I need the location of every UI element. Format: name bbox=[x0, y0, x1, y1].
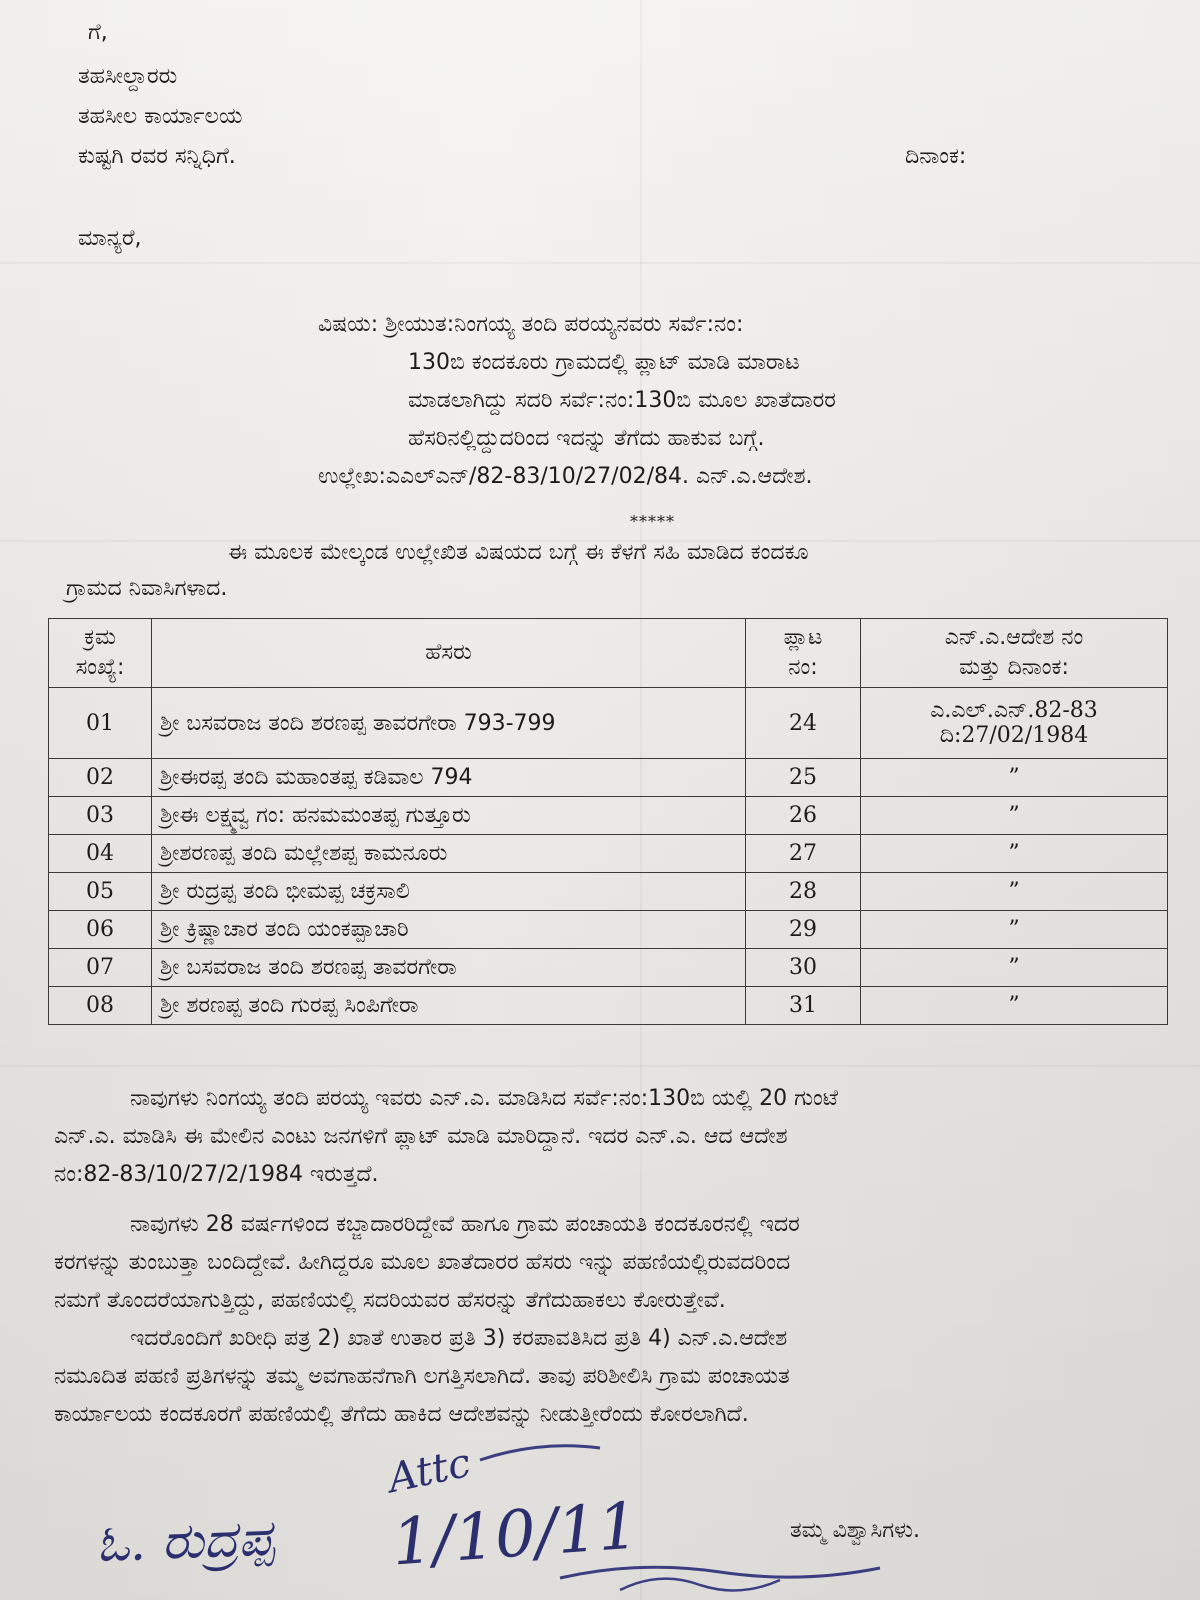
address-line-1: ತಹಸೀಲ್ದಾರರು bbox=[78, 64, 178, 89]
row-na: ” bbox=[861, 987, 1168, 1025]
address-line-2: ತಹಸೀಲ ಕಾರ್ಯಾಲಯ bbox=[78, 104, 243, 129]
row-na: ” bbox=[861, 759, 1168, 797]
closing: ತಮ್ಮ ವಿಶ್ವಾಸಿಗಳು. bbox=[790, 1518, 921, 1543]
row-sl: 04 bbox=[49, 835, 152, 873]
row-sl: 05 bbox=[49, 873, 152, 911]
row-sl: 06 bbox=[49, 911, 152, 949]
row-name: ಶ್ರೀ ಕ್ರಿಷ್ಣಾಚಾರ ತಂದಿ ಯಂಕಪ್ಪಾಚಾರಿ bbox=[152, 911, 746, 949]
body-p2-line-3: ನಮಗೆ ತೊಂದರೆಯಾಗುತ್ತಿದ್ದು, ಪಹಣಿಯಲ್ಲಿ ಸದರಿಯವರ ಹೆಸರನ್ನು ತೆಗೆದುಹಾಕಲು ಕೋರುತ್ತೇವೆ. bbox=[54, 1288, 726, 1313]
row-plot: 24 bbox=[746, 688, 861, 759]
row-na: ” bbox=[861, 835, 1168, 873]
row-na: ” bbox=[861, 873, 1168, 911]
date-label: ದಿನಾಂಕ: bbox=[905, 144, 967, 169]
row-sl: 01 bbox=[49, 688, 152, 759]
row-plot: 29 bbox=[746, 911, 861, 949]
address-to: ಗೆ, bbox=[88, 20, 108, 45]
body-p1-line-1: ನಾವುಗಳು ನಿಂಗಯ್ಯ ತಂದಿ ಪರಯ್ಯ ಇವರು ಎನ್.ಎ. ಮಾಡಿಸಿದ ಸರ್ವೆ:ನಂ:130ಬಿ ಯಲ್ಲಿ 20 ಗುಂಟೆ bbox=[130, 1086, 839, 1111]
row-plot: 25 bbox=[746, 759, 861, 797]
row-sl: 08 bbox=[49, 987, 152, 1025]
body-p3-line-1: ಇದರೊಂದಿಗೆ ಖರೀಧಿ ಪತ್ರ 2) ಖಾತೆ ಉತಾರ ಪ್ರತಿ 3) ಕರಪಾವತಿಸಿದ ಪ್ರತಿ 4) ಎನ್.ಎ.ಆದೇಶ bbox=[130, 1326, 788, 1351]
row-name: ಶ್ರೀ ಬಸವರಾಜ ತಂದಿ ಶರಣಪ್ಪ ತಾವರಗೇರಾ 793-799 bbox=[152, 688, 746, 759]
intro-line-1: ಈ ಮೂಲಕ ಮೇಲ್ಕಂಡ ಉಲ್ಲೇಖಿತ ವಿಷಯದ ಬಗ್ಗೆ ಈ ಕೆಳಗೆ ಸಹಿ ಮಾಡಿದ ಕಂದಕೂ bbox=[228, 540, 809, 565]
intro-line-2: ಗ್ರಾಮದ ನಿವಾಸಿಗಳಾದ. bbox=[66, 576, 228, 601]
reference-line: ಉಲ್ಲೇಖ:ಎಎಲ್ಎನ್/82-83/10/27/02/84. ಎನ್.ಎ.ಆದೇಶ. bbox=[318, 464, 813, 489]
row-plot: 27 bbox=[746, 835, 861, 873]
row-plot: 28 bbox=[746, 873, 861, 911]
subject-line-3: ಮಾಡಲಾಗಿದ್ದು ಸದರಿ ಸರ್ವೆ:ನಂ:130ಬಿ ಮೂಲ ಖಾತೆದಾರರ bbox=[408, 388, 836, 413]
row-sl: 03 bbox=[49, 797, 152, 835]
row-name: ಶ್ರೀ ಬಸವರಾಜ ತಂದಿ ಶರಣಪ್ಪ ತಾವರಗೇರಾ bbox=[152, 949, 746, 987]
body-p3-line-3: ಕಾರ್ಯಾಲಯ ಕಂದಕೂರಗೆ ಪಹಣಿಯಲ್ಲಿ ತೆಗೆದು ಹಾಕಿದ ಆದೇಶವನ್ನು ನೀಡುತ್ತೀರೆಂದು ಕೋರಲಾಗಿದೆ. bbox=[54, 1402, 749, 1427]
body-p3-line-2: ನಮೂದಿತ ಪಹಣಿ ಪ್ರತಿಗಳನ್ನು ತಮ್ಮ ಅವಗಾಹನೆಗಾಗಿ ಲಗತ್ತಿಸಲಾಗಿದೆ. ತಾವು ಪರಿಶೀಲಿಸಿ ಗ್ರಾಮ ಪಂಚಾಯತ bbox=[54, 1364, 790, 1389]
handwritten-attested-note: Attc bbox=[384, 1439, 475, 1503]
handwritten-signature: ಓ. ರುದ್ರಪ್ಪ bbox=[95, 1508, 276, 1574]
body-p1-line-3: ನಂ:82-83/10/27/2/1984 ಇರುತ್ತದೆ. bbox=[54, 1162, 379, 1187]
handwritten-date: 1/10/11 bbox=[389, 1489, 641, 1581]
signature-scribble bbox=[620, 1579, 780, 1591]
subject-line-1: ವಿಷಯ: ಶ್ರೀಯುತ:ನಿಂಗಯ್ಯ ತಂದಿ ಪರಯ್ಯನವರು ಸರ್ವೆ:ನಂ: bbox=[318, 312, 744, 337]
row-name: ಶ್ರೀ ರುದ್ರಪ್ಪ ತಂದಿ ಭೀಮಪ್ಪ ಚಕ್ರಸಾಲಿ bbox=[152, 873, 746, 911]
subject-line-2: 130ಬಿ ಕಂದಕೂರು ಗ್ರಾಮದಲ್ಲಿ ಪ್ಲಾಟ್ ಮಾಡಿ ಮಾರಾಟ bbox=[408, 350, 800, 375]
row-na: ” bbox=[861, 911, 1168, 949]
header-plot: ಪ್ಲಾಟ ನಂ: bbox=[746, 619, 861, 688]
pen-stroke bbox=[480, 1446, 600, 1460]
salutation: ಮಾನ್ಯರೆ, bbox=[78, 226, 142, 251]
row-sl: 07 bbox=[49, 949, 152, 987]
row-name: ಶ್ರೀ ಶರಣಪ್ಪ ತಂದಿ ಗುರಪ್ಪ ಸಿಂಪಿಗೇರಾ bbox=[152, 987, 746, 1025]
row-sl: 02 bbox=[49, 759, 152, 797]
header-sl: ಕ್ರಮ ಸಂಖ್ಯೆ: bbox=[49, 619, 152, 688]
row-name: ಶ್ರೀಈರಪ್ಪ ತಂದಿ ಮಹಾಂತಪ್ಪ ಕಡಿವಾಲ 794 bbox=[152, 759, 746, 797]
body-p2-line-2: ಕರಗಳನ್ನು ತುಂಬುತ್ತಾ ಬಂದಿದ್ದೇವೆ. ಹೀಗಿದ್ದರೂ ಮೂಲ ಖಾತೆದಾರರ ಹೆಸರು ಇನ್ನು ಪಹಣಿಯಲ್ಲಿರುವದರಿಂದ bbox=[54, 1250, 791, 1275]
row-plot: 26 bbox=[746, 797, 861, 835]
header-na-order: ಎನ್.ಎ.ಆದೇಶ ನಂ ಮತ್ತು ದಿನಾಂಕ: bbox=[861, 619, 1168, 688]
row-na: ಎ.ಎಲ್.ಎನ್.82-83 ದಿ:27/02/1984 bbox=[861, 688, 1168, 759]
header-name: ಹೆಸರು bbox=[152, 619, 746, 688]
row-name: ಶ್ರೀಈ ಲಕ್ಷ್ಮವ್ವ ಗಂ: ಹನಮಮಂತಪ್ಪ ಗುತ್ತೂರು bbox=[152, 797, 746, 835]
row-plot: 30 bbox=[746, 949, 861, 987]
body-p2-line-1: ನಾವುಗಳು 28 ವರ್ಷಗಳಿಂದ ಕಬ್ಜಾದಾರರಿದ್ದೇವೆ ಹಾಗೂ ಗ್ರಾಮ ಪಂಚಾಯತಿ ಕಂದಕೂರನಲ್ಲಿ ಇದರ bbox=[130, 1212, 800, 1237]
body-p1-line-2: ಎನ್.ಎ. ಮಾಡಿಸಿ ಈ ಮೇಲಿನ ಎಂಟು ಜನಗಳಿಗೆ ಪ್ಲಾಟ್ ಮಾಡಿ ಮಾರಿದ್ದಾನೆ. ಇದರ ಎನ್.ಎ. ಆದ ಆದೇಶ bbox=[54, 1124, 788, 1149]
subject-line-4: ಹೆಸರಿನಲ್ಲಿದ್ದುದರಿಂದ ಇದನ್ನು ತೆಗೆದು ಹಾಕುವ ಬಗ್ಗೆ. bbox=[408, 426, 765, 451]
signature-scribble bbox=[560, 1567, 880, 1578]
row-name: ಶ್ರೀಶರಣಪ್ಪ ತಂದಿ ಮಲ್ಲೇಶಪ್ಪ ಕಾಮನೂರು bbox=[152, 835, 746, 873]
address-line-3: ಕುಷ್ಟಗಿ ರವರ ಸನ್ನಿಧಿಗೆ. bbox=[78, 144, 236, 169]
row-plot: 31 bbox=[746, 987, 861, 1025]
row-na: ” bbox=[861, 797, 1168, 835]
separator: ***** bbox=[630, 512, 675, 531]
row-na: ” bbox=[861, 949, 1168, 987]
